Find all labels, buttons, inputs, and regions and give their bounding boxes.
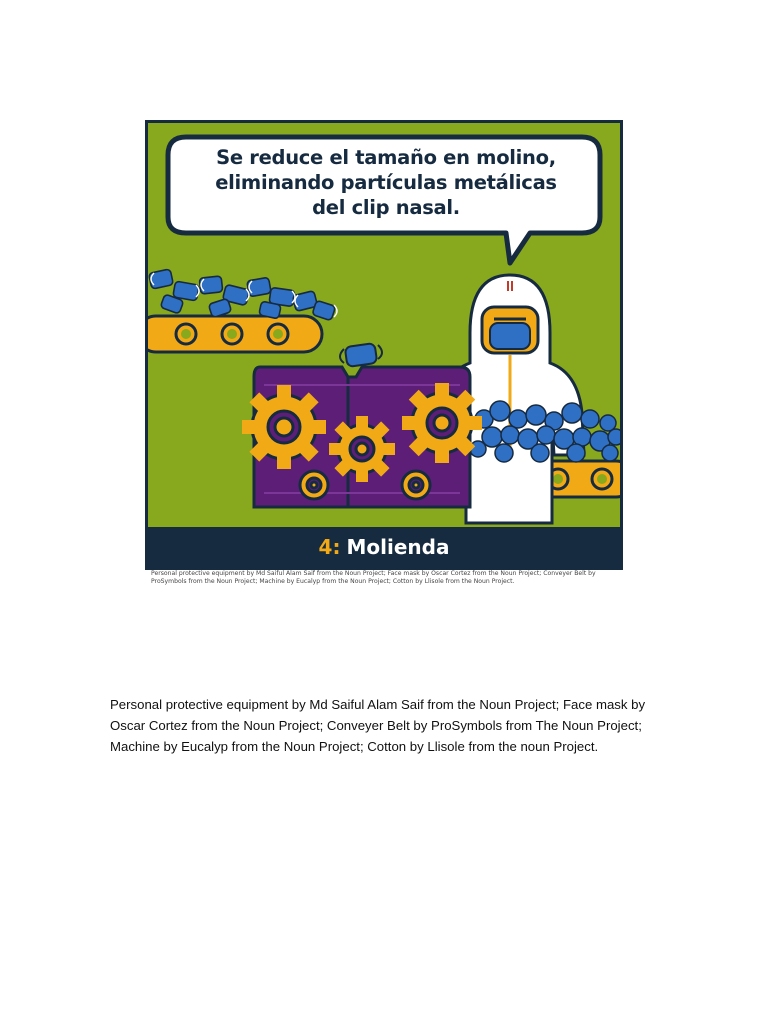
upper-conveyor-belt-icon [148, 316, 322, 352]
face-mask-icon [149, 269, 337, 321]
molienda-poster [145, 120, 623, 570]
bubble-line: Se reduce el tamaño en molino, [216, 146, 556, 169]
bubble-line: eliminando partículas metálicas [215, 171, 557, 194]
attribution-caption: Personal protective equipment by Md Saiful Alam Saif from the Noun Project; Face mask by Oscar Cortez from the Noun Project; Conveyer Belt by ProSymbols from The Noun Project; Machine by Eucalyp from the Noun Project; Cotton by Llisole from the noun Project. [110, 697, 646, 754]
step-number: 4: [318, 535, 341, 559]
bubble-line: del clip nasal. [312, 196, 460, 219]
step-title: Molienda [346, 535, 450, 559]
poster-credits: Personal protective equipment by Md Saiful Alam Saif from the Noun Project; Face mask by Oscar Cortez from the Noun Project; Conveyer Belt by ProSymbols from the Noun Project; Machine by Eucalyp from the Noun Project; Cotton by Llisole from the Noun Project. [151, 570, 596, 586]
falling-face-mask-icon [340, 343, 382, 367]
speech-bubble-text [170, 145, 602, 220]
step-title-band [148, 527, 620, 567]
infographic-figure [137, 96, 649, 600]
